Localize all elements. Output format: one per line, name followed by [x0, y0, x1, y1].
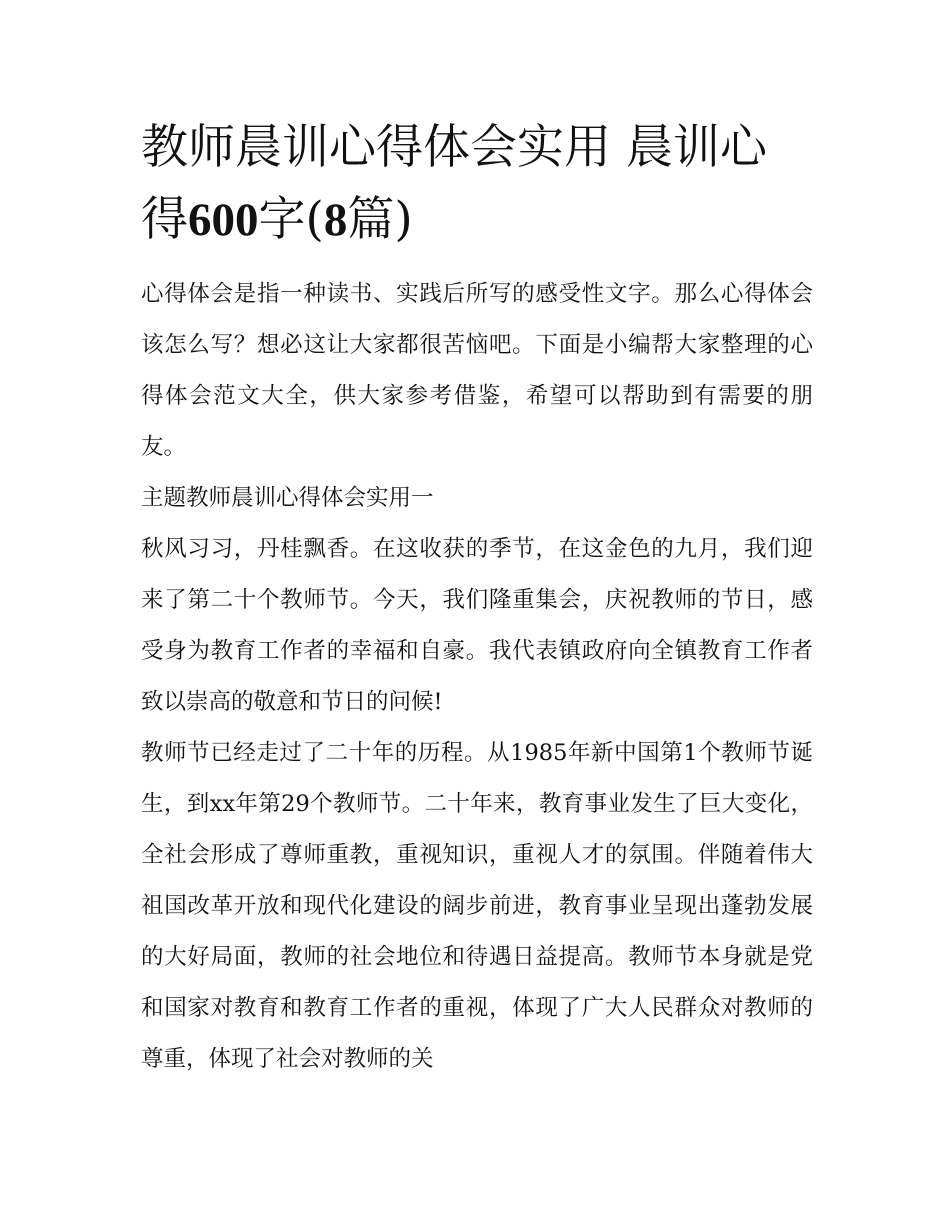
document-page: [141, 112, 813, 1085]
body-paragraph-2: 教师节已经走过了二十年的历程。从1985年新中国第1个教师节诞生，到xx年第29个教师节。二十年来，教育事业发生了巨大变化，全社会形成了尊师重教，重视知识，重视人才的氛围。伴随着伟大祖国改革开放和现代化建设的阔步前进，教育事业呈现出蓬勃发展的大好局面，教师的社会地位和待遇日益提高。教师节本身就是党和国家对教育和教育工作者的重视，体现了广大人民群众对教师的尊重，体现了社会对教师的关: [141, 740, 813, 1072]
document-title: [141, 112, 813, 256]
body-paragraph-1: 秋风习习，丹桂飘香。在这收获的季节，在这金色的九月，我们迎来了第二十个教师节。今天，我们隆重集会，庆祝教师的节日，感受身为教育工作者的幸福和自豪。我代表镇政府向全镇教育工作者致以崇高的敬意和节日的问候!: [141, 536, 813, 715]
intro-paragraph: 心得体会是指一种读书、实践后所写的感受性文字。那么心得体会该怎么写？想必这让大家都很苦恼吧。下面是小编帮大家整理的心得体会范文大全，供大家参考借鉴，希望可以帮助到有需要的朋友。: [141, 281, 813, 460]
document-body: [141, 269, 813, 1085]
title-number-2: 8: [323, 194, 348, 246]
title-text-2: 字(: [258, 192, 324, 247]
title-number-1: 600: [188, 194, 259, 246]
title-text-1: 教师晨训心得体会实用 晨训心得: [141, 120, 767, 247]
title-text-3: 篇): [347, 192, 413, 247]
section-heading: 主题教师晨训心得体会实用一: [141, 485, 434, 511]
